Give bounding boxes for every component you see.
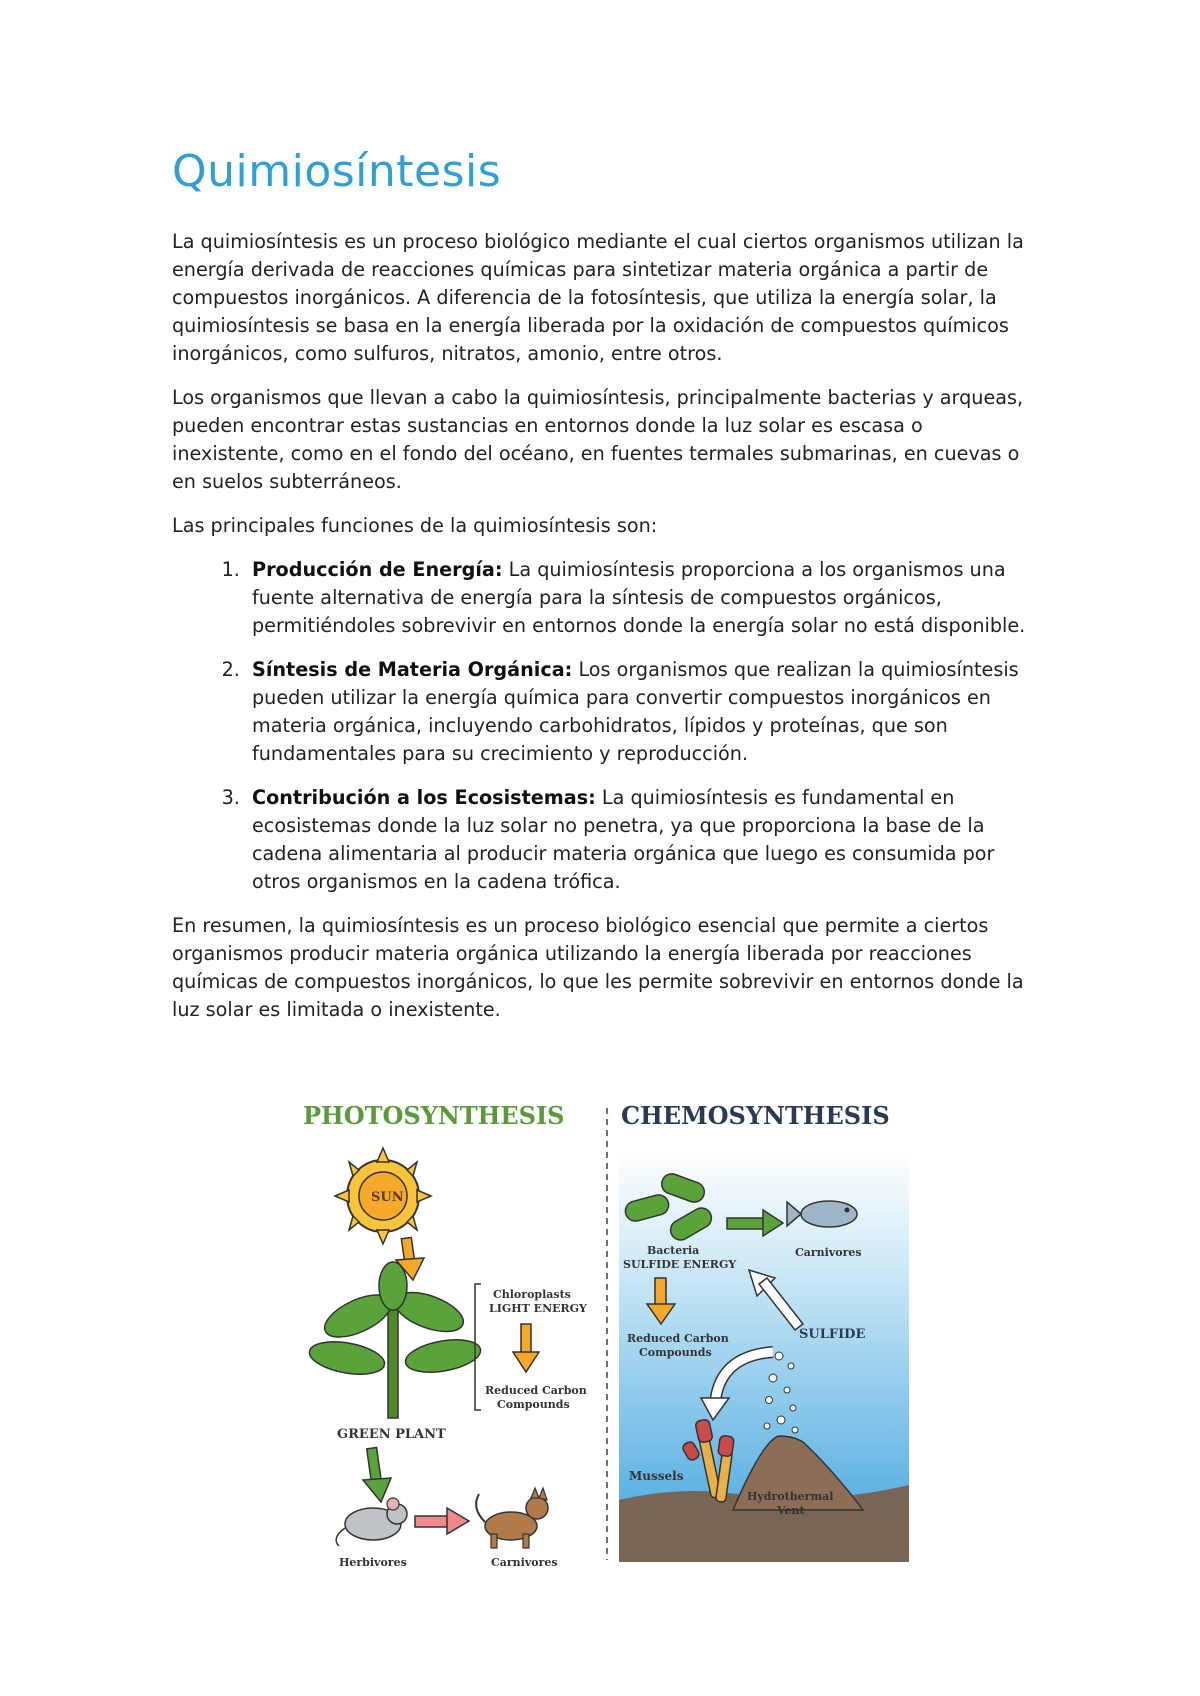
herbivores-label: Herbivores <box>339 1556 407 1569</box>
chemosynthesis-title: CHEMOSYNTHESIS <box>621 1101 890 1130</box>
sulfide-label: SULFIDE <box>799 1327 866 1342</box>
list-item-term: Contribución a los Ecosistemas: <box>252 786 596 809</box>
green-plant-icon <box>307 1262 483 1418</box>
reduced-carbon-chemo-label: Reduced Carbon <box>627 1332 729 1345</box>
carnivores-fish-label: Carnivores <box>795 1246 862 1259</box>
cat-icon <box>476 1488 548 1548</box>
arrow-right-icon <box>415 1508 469 1534</box>
list-item <box>246 784 1032 896</box>
paragraph-organisms: Los organismos que llevan a cabo la quimiosíntesis, principalmente bacterias y arqueas, pueden encontrar estas sustancias en entornos donde la luz solar es escasa o inexistente, como en el fondo del océano, en fuentes termales submarinas, en cuevas o en suelos subterráneos. <box>172 386 1024 493</box>
hydrothermal-label: Hydrothermal <box>747 1490 834 1503</box>
arrow-down-icon <box>363 1447 391 1502</box>
vent-label: Vent <box>777 1504 805 1517</box>
compounds-chemo-label: Compounds <box>639 1346 712 1359</box>
paragraph-summary: En resumen, la quimiosíntesis es un proceso biológico esencial que permite a ciertos organismos producir materia orgánica utilizando la energía liberada por reacciones químicas de compuestos inorgánicos, lo que les permite sobrevivir en entornos donde la luz solar es limitada o inexistente. <box>172 914 1024 1021</box>
list-item-term: Síntesis de Materia Orgánica: <box>252 658 573 681</box>
list-item-term: Producción de Energía: <box>252 558 503 581</box>
photosynthesis-title: PHOTOSYNTHESIS <box>303 1101 565 1130</box>
bacteria-label: Bacteria <box>647 1244 700 1257</box>
light-energy-label: LIGHT ENERGY <box>489 1302 587 1315</box>
paragraph-intro: La quimiosíntesis es un proceso biológico mediante el cual ciertos organismos utilizan la energía derivada de reacciones químicas para sintetizar materia orgánica a partir de compuestos inorgánicos. A diferencia de la fotosíntesis, que utiliza la energía solar, la quimiosíntesis se basa en la energía liberada por la oxidación de compuestos químicos inorgánicos, como sulfuros, nitratos, amonio, entre otros. <box>172 230 1024 365</box>
paragraph-functions-intro: Las principales funciones de la quimiosíntesis son: <box>172 514 658 537</box>
mussels-label: Mussels <box>629 1469 684 1483</box>
green-plant-label: GREEN PLANT <box>337 1427 446 1442</box>
chloroplasts-label: Chloroplasts <box>493 1288 571 1301</box>
list-item <box>246 556 1032 640</box>
functions-list <box>172 556 1032 896</box>
carnivores-label: Carnivores <box>491 1556 558 1569</box>
sulfide-energy-label: SULFIDE ENERGY <box>623 1258 737 1271</box>
list-item <box>246 656 1032 768</box>
compounds-label: Compounds <box>497 1398 570 1411</box>
list-item-text: La quimiosíntesis proporciona a los organismos una fuente alternativa de energía para la síntesis de compuestos orgánicos, permitiéndoles sobrevivir en entornos donde la energía solar no está disponible. <box>252 558 1026 637</box>
reduced-carbon-label: Reduced Carbon <box>485 1384 587 1397</box>
photosynthesis-chemosynthesis-figure <box>303 1090 923 1590</box>
page-title: Quimiosíntesis <box>172 146 502 197</box>
document-body <box>172 228 1032 1040</box>
list-item-text: La quimiosíntesis es fundamental en ecosistemas donde la luz solar no penetra, ya que proporciona la base de la cadena alimentaria al producir materia orgánica que luego es consumida por otros organismos en la cadena trófica. <box>252 786 995 893</box>
sun-label: SUN <box>371 1190 404 1205</box>
mouse-icon <box>336 1498 407 1546</box>
list-item-text: Los organismos que realizan la quimiosíntesis pueden utilizar la energía química para convertir compuestos inorgánicos en materia orgánica, incluyendo carbohidratos, lípidos y proteínas, que son fundamentales para su crecimiento y reproducción. <box>252 658 1019 765</box>
figure-illustration <box>303 1090 923 1590</box>
arrow-down-icon <box>513 1324 539 1372</box>
